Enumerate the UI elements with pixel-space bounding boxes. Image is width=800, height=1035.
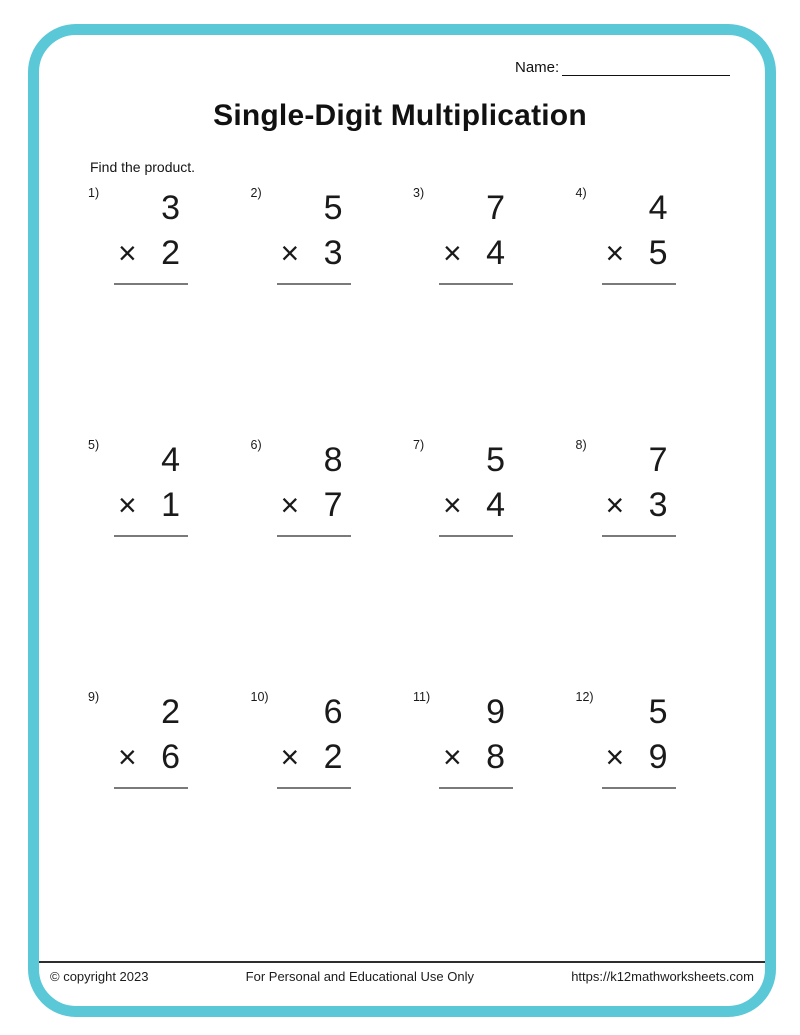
problem-cell [413,438,576,690]
bottom-operand: 4 [486,234,505,272]
problem-number: 4) [575,186,587,200]
answer-space[interactable] [439,285,513,341]
problem-number: 3) [413,186,425,200]
top-operand: 5 [323,189,343,227]
problem-number: 10) [250,690,269,704]
multiply-sign: × [280,487,300,523]
problem-body [277,438,351,593]
multiply-sign: × [118,487,137,523]
problem-body [277,690,351,845]
top-operand: 3 [161,189,180,227]
problem-body [114,690,188,845]
name-label: Name: [515,59,560,76]
problem-body [439,186,513,341]
multiply-sign: × [443,487,462,523]
footer-copyright: © copyright 2023 [50,969,149,984]
multiply-sign: × [118,739,137,775]
problem-cell [251,186,414,438]
top-operand: 6 [323,693,343,731]
answer-space[interactable] [439,537,513,593]
problems-grid [88,186,738,942]
problem-cell [88,438,251,690]
bottom-operand: 4 [486,486,505,524]
footer [39,969,765,984]
worksheet-title: Single-Digit Multiplication [213,99,587,132]
problem-cell [413,690,576,942]
footer-url: https://k12mathworksheets.com [571,969,754,984]
problem-number: 6) [250,438,262,452]
problem-number: 9) [88,690,100,704]
bottom-operand: 2 [161,234,180,272]
top-operand: 7 [648,441,668,479]
problem-number: 5) [88,438,100,452]
footer-divider [39,961,765,963]
answer-space[interactable] [602,789,676,845]
problem-body [439,438,513,593]
multiply-sign: × [605,487,625,523]
problem-number: 8) [575,438,587,452]
answer-space[interactable] [439,789,513,845]
answer-space[interactable] [277,285,351,341]
top-operand: 7 [486,189,505,227]
multiply-sign: × [605,235,625,271]
multiply-sign: × [280,235,300,271]
problem-body [439,690,513,845]
multiply-sign: × [118,235,137,271]
name-blank-line[interactable] [562,59,730,76]
top-operand: 9 [486,693,505,731]
problem-body [602,690,676,845]
top-operand: 8 [323,441,343,479]
answer-space[interactable] [114,789,188,845]
problem-cell [251,690,414,942]
multiply-sign: × [280,739,300,775]
bottom-operand: 1 [161,486,180,524]
problem-cell [88,186,251,438]
problem-cell [251,438,414,690]
answer-space[interactable] [277,537,351,593]
answer-space[interactable] [114,285,188,341]
top-operand: 2 [161,693,180,731]
problem-number: 12) [575,690,594,704]
top-operand: 5 [648,693,668,731]
problem-body [114,186,188,341]
answer-space[interactable] [602,285,676,341]
bottom-operand: 3 [648,486,668,524]
problem-cell [576,438,739,690]
problem-cell [88,690,251,942]
problem-number: 1) [88,186,100,200]
problem-cell [576,690,739,942]
problem-body [602,438,676,593]
problem-body [114,438,188,593]
bottom-operand: 9 [648,738,668,776]
answer-space[interactable] [602,537,676,593]
bottom-operand: 8 [486,738,505,776]
top-operand: 5 [486,441,505,479]
problem-body [602,186,676,341]
bottom-operand: 7 [323,486,343,524]
problem-number: 2) [250,186,262,200]
problem-cell [576,186,739,438]
answer-space[interactable] [277,789,351,845]
problem-number: 7) [413,438,425,452]
answer-space[interactable] [114,537,188,593]
problem-body [277,186,351,341]
problem-cell [413,186,576,438]
footer-usage: For Personal and Educational Use Only [245,969,475,984]
top-operand: 4 [161,441,180,479]
bottom-operand: 3 [323,234,343,272]
multiply-sign: × [443,235,462,271]
top-operand: 4 [648,189,668,227]
problem-number: 11) [413,690,431,704]
instruction-text: Find the product. [90,159,196,175]
bottom-operand: 2 [323,738,343,776]
bottom-operand: 5 [648,234,668,272]
multiply-sign: × [443,739,462,775]
multiply-sign: × [605,739,625,775]
bottom-operand: 6 [161,738,180,776]
name-row [515,59,730,76]
